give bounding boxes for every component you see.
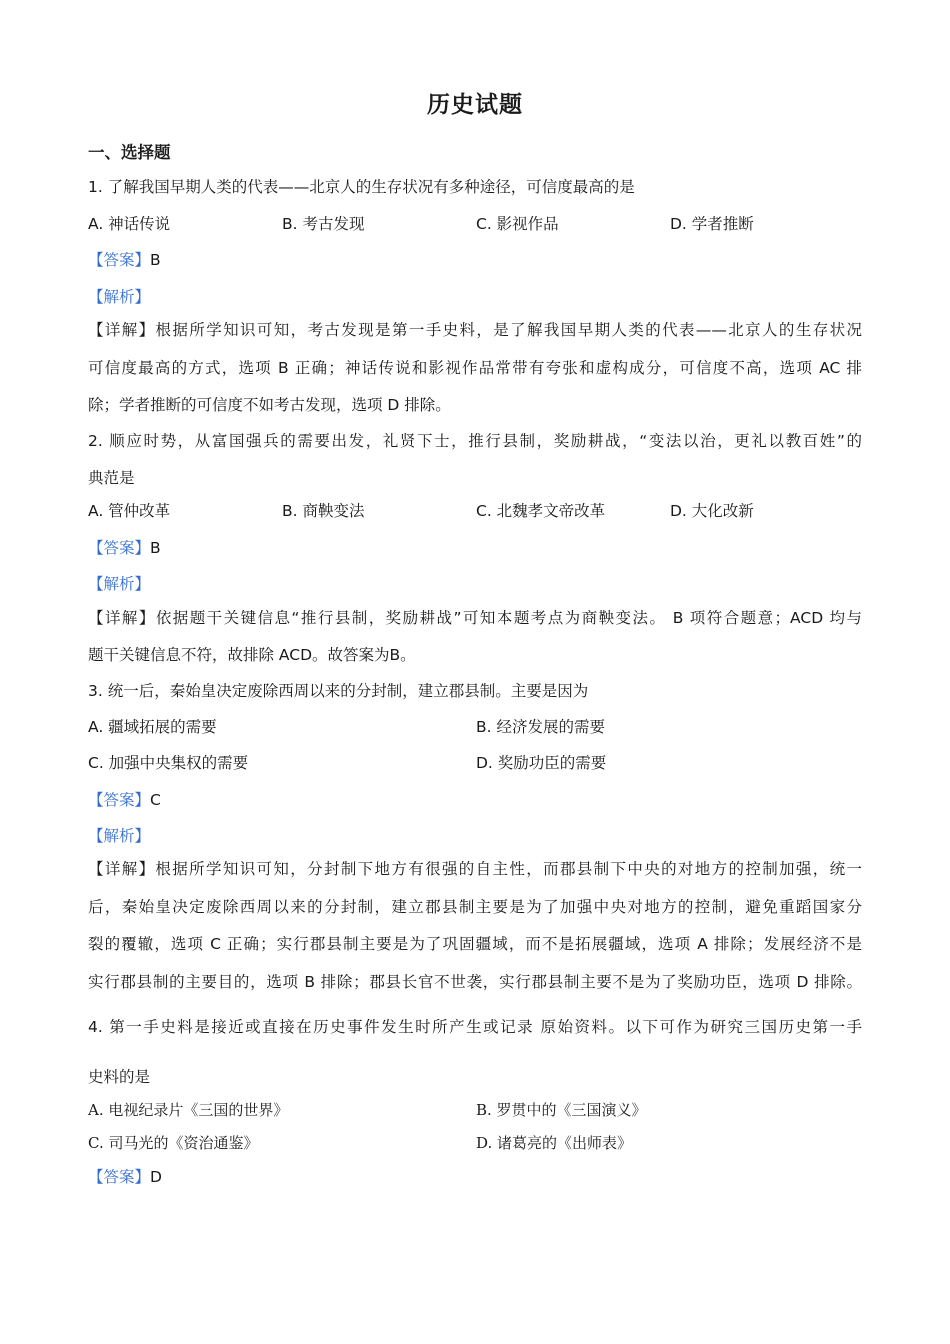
question-1-stem: 1. 了解我国早期人类的代表——北京人的生存状况有多种途径，可信度最高的是 (88, 178, 635, 196)
section-heading: 一、选择题 (88, 143, 171, 162)
detail-text: 根据所学知识可知，分封制下地方有很强的自主性，而郡县制下中央的对地方的控制加强，统一 (155, 860, 862, 878)
q3-detail-line-3: 裂的覆辙，选项 C 正确；实行郡县制主要是为了巩固疆域，而不是拓展疆域，选项 A 排除；发展经济不是 (88, 935, 862, 953)
q4-answer (88, 1166, 162, 1188)
q1-detail-line-1 (88, 319, 862, 341)
question-3-stem: 3. 统一后，秦始皇决定废除西周以来的分封制，建立郡县制。主要是因为 (88, 682, 589, 700)
answer-label: 【答案】 (88, 539, 151, 557)
answer-value: B (150, 539, 161, 557)
answer-value: D (150, 1168, 162, 1186)
q4-option-d: D. 诸葛亮的《出师表》 (476, 1134, 633, 1152)
answer-label: 【答案】 (88, 1168, 151, 1186)
q4-option-b: B. 罗贯中的《三国演义》 (476, 1101, 647, 1119)
q1-option-a: A. 神话传说 (88, 215, 171, 233)
q4-option-a: A. 电视纪录片《三国的世界》 (88, 1101, 289, 1119)
q2-option-b: B. 商鞅变法 (282, 502, 365, 520)
question-2-stem-line-2: 典范是 (88, 469, 135, 487)
detail-label: 【详解】 (88, 609, 156, 627)
q1-analysis-label: 【解析】 (88, 288, 151, 306)
q2-option-c: C. 北魏孝文帝改革 (476, 502, 606, 520)
q2-analysis-label: 【解析】 (88, 575, 151, 593)
answer-label: 【答案】 (88, 791, 151, 809)
question-4-stem-line-2: 史料的是 (88, 1068, 151, 1086)
question-2-stem-line-1: 2. 顺应时势，从富国强兵的需要出发，礼贤下士，推行县制，奖励耕战，“变法以治，更礼以教百姓”的 (88, 432, 862, 450)
q3-answer (88, 789, 161, 811)
q3-option-d: D. 奖励功臣的需要 (476, 754, 607, 772)
answer-label: 【答案】 (88, 251, 151, 269)
detail-label: 【详解】 (88, 321, 156, 339)
q1-detail-line-3: 除；学者推断的可信度不如考古发现，选项 D 排除。 (88, 396, 451, 414)
q4-option-c: C. 司马光的《资治通鉴》 (88, 1134, 259, 1152)
q2-detail-line-2: 题干关键信息不符，故排除 ACD。故答案为B。 (88, 646, 416, 664)
q1-option-b: B. 考古发现 (282, 215, 365, 233)
q1-answer (88, 249, 161, 271)
answer-value: C (150, 791, 161, 809)
detail-text: 根据所学知识可知，考古发现是第一手史料，是了解我国早期人类的代表——北京人的生存状况 (155, 321, 862, 339)
q3-detail-line-2: 后，秦始皇决定废除西周以来的分封制，建立郡县制主要是为了加强中央对地方的控制，避免重蹈国家分 (88, 898, 862, 916)
q1-detail-line-2: 可信度最高的方式，选项 B 正确；神话传说和影视作品常带有夸张和虚构成分，可信度不高，选项 AC 排 (88, 359, 862, 377)
q2-detail-line-1 (88, 607, 862, 629)
detail-label: 【详解】 (88, 860, 156, 878)
q3-detail-line-1 (88, 858, 862, 880)
detail-text: 依据题干关键信息“推行县制，奖励耕战”可知本题考点为商鞅变法。 B 项符合题意；ACD 均与 (155, 609, 862, 627)
q2-option-a: A. 管仲改革 (88, 502, 171, 520)
q2-option-d: D. 大化改新 (670, 502, 754, 520)
q2-answer (88, 537, 161, 559)
q3-detail-line-4: 实行郡县制的主要目的，选项 B 排除；郡县长官不世袭，实行郡县制主要不是为了奖励功臣，选项 D 排除。 (88, 973, 862, 991)
q3-option-a: A. 疆域拓展的需要 (88, 718, 217, 736)
answer-value: B (150, 251, 161, 269)
q3-option-b: B. 经济发展的需要 (476, 718, 605, 736)
question-4-stem-line-1: 4. 第一手史料是接近或直接在历史事件发生时所产生或记录 原始资料。以下可作为研究三国历史第一手 (88, 1018, 862, 1036)
q3-option-c: C. 加强中央集权的需要 (88, 754, 249, 772)
q1-option-d: D. 学者推断 (670, 215, 754, 233)
q3-analysis-label: 【解析】 (88, 827, 151, 845)
page-title: 历史试题 (427, 92, 523, 118)
q1-option-c: C. 影视作品 (476, 215, 559, 233)
